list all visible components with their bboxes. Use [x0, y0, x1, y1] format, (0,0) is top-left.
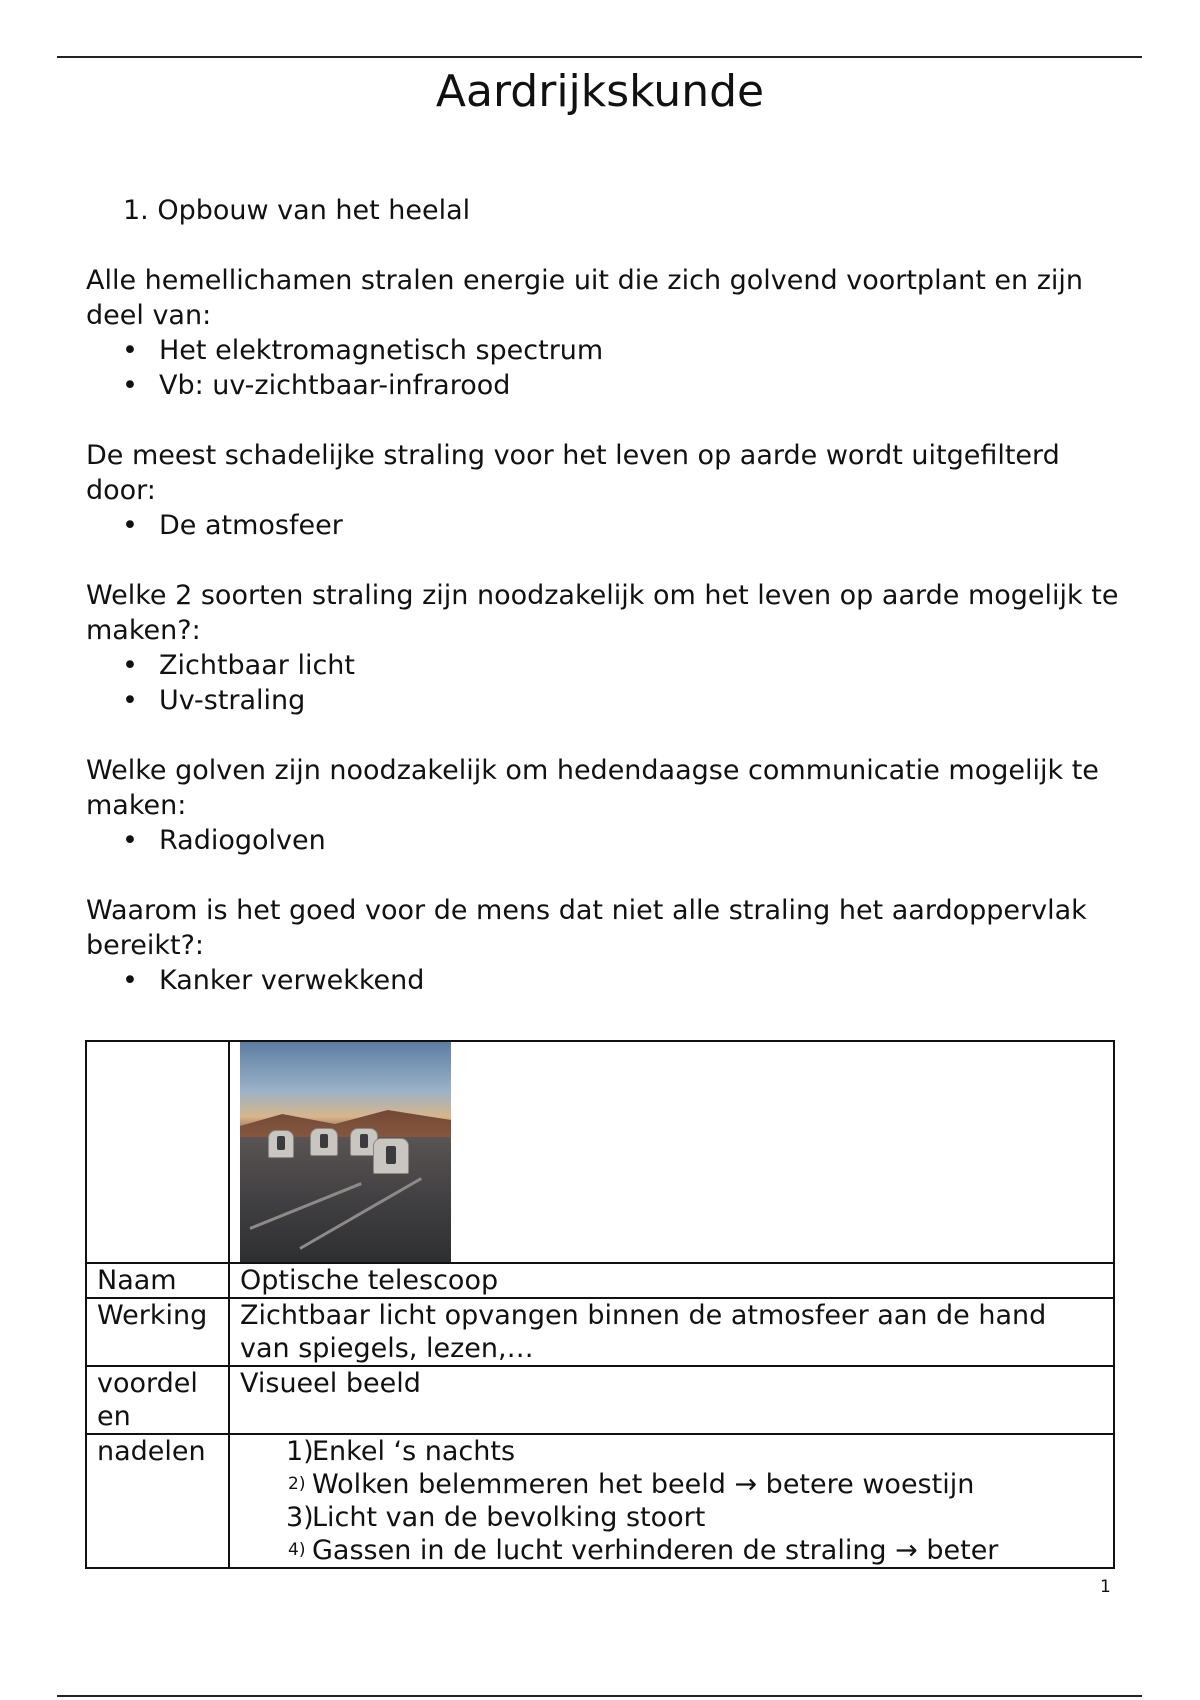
list-number: 4): [288, 1540, 306, 1560]
list-item: [86, 508, 1126, 543]
telescope-photo: [240, 1042, 451, 1262]
table-row: [86, 1263, 1114, 1298]
bottom-rule: [57, 1695, 1142, 1697]
list-item: [240, 1534, 1103, 1567]
list-number: 1): [286, 1436, 314, 1467]
paragraph: Alle hemellichamen stralen energie uit die zich golvend voortplant en zijn deel van:: [86, 265, 1083, 331]
bullet-icon: •: [122, 685, 138, 716]
section-heading: 1. Opbouw van het heelal: [123, 195, 471, 226]
page-number: 1: [1100, 1577, 1111, 1597]
telescope-dome: [310, 1128, 338, 1156]
nadelen-list: [240, 1435, 1103, 1567]
table-label: nadelen: [86, 1434, 229, 1568]
bullet-list: [86, 648, 1126, 718]
table-cell-empty: [86, 1041, 229, 1263]
telescope-table: [85, 1040, 1115, 1569]
question-blocks: [86, 263, 1126, 998]
top-rule: [57, 56, 1142, 58]
list-item-text: Licht van de bevolking stoort: [312, 1502, 706, 1533]
bullet-icon: •: [122, 370, 138, 401]
list-item-text: De atmosfeer: [159, 510, 343, 541]
list-item: [86, 368, 1126, 403]
table-value: Visueel beeld: [229, 1366, 1114, 1434]
list-item-text: Radiogolven: [159, 825, 326, 856]
document-body: [86, 193, 1126, 1033]
list-item-text: Het elektromagnetisch spectrum: [159, 335, 604, 366]
telescope-dome: [268, 1130, 294, 1158]
table-value: Optische telescoop: [229, 1263, 1114, 1298]
page-title: Aardrijkskunde: [435, 66, 765, 117]
table-label: Naam: [86, 1263, 229, 1298]
list-item-text: Gassen in de lucht verhinderen de straling → beter: [312, 1535, 999, 1566]
list-item-text: Uv-straling: [159, 685, 306, 716]
list-item-text: Wolken belemmeren het beeld → betere woestijn: [312, 1469, 975, 1500]
bullet-icon: •: [122, 510, 138, 541]
telescope-dome: [373, 1138, 409, 1174]
paragraph: Welke golven zijn noodzakelijk om hedendaagse communicatie mogelijk te maken:: [86, 755, 1099, 821]
list-number: 2): [288, 1474, 306, 1494]
table-row-image: [86, 1041, 1114, 1263]
table-row: [86, 1366, 1114, 1434]
bullet-list: [86, 333, 1126, 403]
bullet-icon: •: [122, 825, 138, 856]
list-item-text: Vb: uv-zichtbaar-infrarood: [159, 370, 511, 401]
list-item: [86, 963, 1126, 998]
list-item: [240, 1435, 1103, 1468]
bullet-icon: •: [122, 650, 138, 681]
table-label: voordel en: [86, 1366, 229, 1434]
list-item-text: Enkel ‘s nachts: [312, 1436, 516, 1467]
list-item: [86, 683, 1126, 718]
table-value: Zichtbaar licht opvangen binnen de atmosfeer aan de hand van spiegels, lezen,…: [229, 1298, 1114, 1366]
table-cell-image: [229, 1041, 1114, 1263]
list-item: [240, 1501, 1103, 1534]
list-item-text: Kanker verwekkend: [159, 965, 425, 996]
table-value: [229, 1434, 1114, 1568]
list-item: [86, 823, 1126, 858]
bullet-list: [86, 823, 1126, 858]
bullet-list: [86, 963, 1126, 998]
list-number: 3): [286, 1502, 314, 1533]
bullet-icon: •: [122, 335, 138, 366]
bullet-list: [86, 508, 1126, 543]
list-item: [86, 648, 1126, 683]
list-item: [240, 1468, 1103, 1501]
list-item-text: Zichtbaar licht: [159, 650, 356, 681]
paragraph: Waarom is het goed voor de mens dat niet alle straling het aardoppervlak bereikt?:: [86, 895, 1087, 961]
bullet-icon: •: [122, 965, 138, 996]
table-row-nadelen: [86, 1434, 1114, 1568]
paragraph: De meest schadelijke straling voor het leven op aarde wordt uitgefilterd door:: [86, 440, 1060, 506]
paragraph: Welke 2 soorten straling zijn noodzakelijk om het leven op aarde mogelijk te maken?:: [86, 580, 1119, 646]
table-label: Werking: [86, 1298, 229, 1366]
list-item: [86, 333, 1126, 368]
table-row: [86, 1298, 1114, 1366]
